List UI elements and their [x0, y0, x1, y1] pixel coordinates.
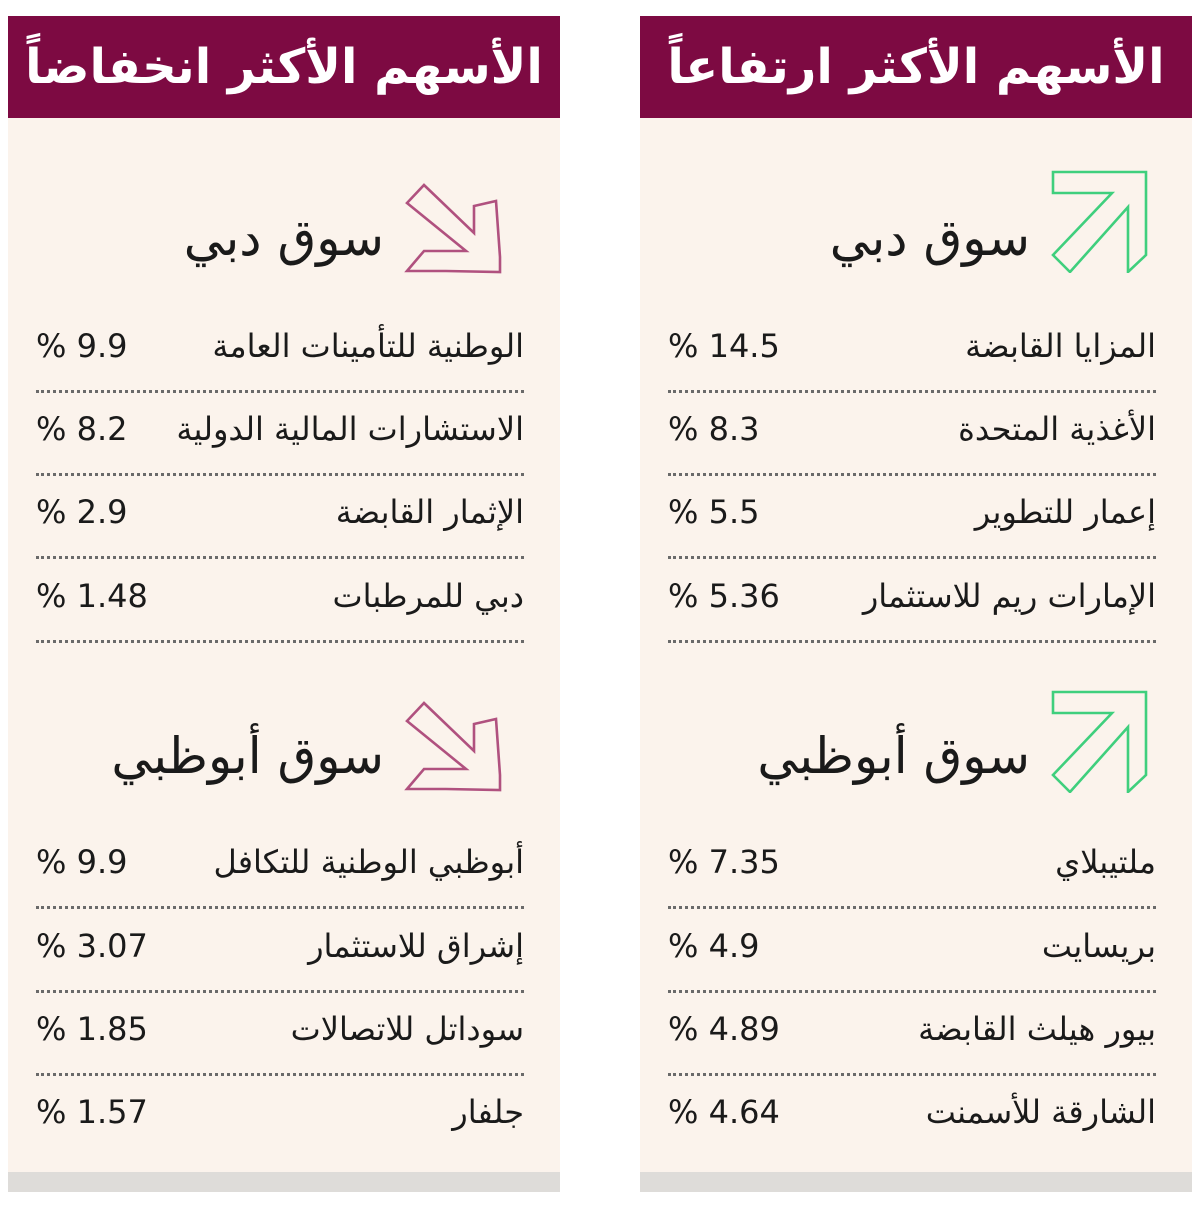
dotted-divider [668, 640, 1156, 643]
stock-change: % 14.5 [668, 327, 780, 365]
table-row [36, 490, 524, 573]
dotted-divider [668, 556, 1156, 559]
declining-header: الأسهم الأكثر انخفاضاً [8, 16, 560, 118]
stock-name: ملتيبلاي [1055, 843, 1156, 881]
stock-name: إشراق للاستثمار [308, 927, 524, 965]
dotted-divider [668, 390, 1156, 393]
table-row [668, 490, 1156, 573]
table-row [36, 1090, 524, 1173]
dotted-divider [668, 906, 1156, 909]
stock-name: إعمار للتطوير [974, 493, 1156, 531]
dubai-market-title: سوق دبي [183, 209, 384, 267]
stock-change: % 3.07 [36, 927, 148, 965]
stock-name: الأغذية المتحدة [958, 410, 1156, 448]
dotted-divider [36, 640, 524, 643]
table-row [668, 840, 1156, 923]
abudhabi-market-title: سوق أبوظبي [111, 727, 384, 785]
table-row [668, 924, 1156, 1007]
stock-change: % 5.5 [668, 493, 760, 531]
stock-name: الإثمار القابضة [335, 493, 524, 531]
arrow-down-right-icon [404, 171, 504, 275]
dotted-divider [36, 1073, 524, 1076]
stock-change: % 2.9 [36, 493, 128, 531]
dotted-divider [36, 473, 524, 476]
stock-change: % 8.3 [668, 410, 760, 448]
dotted-divider [36, 906, 524, 909]
dotted-divider [36, 390, 524, 393]
stock-name: بيور هيلث القابضة [918, 1010, 1156, 1048]
table-row [668, 574, 1156, 657]
stock-name: الوطنية للتأمينات العامة [212, 327, 524, 365]
stock-name: الشارقة للأسمنت [925, 1093, 1156, 1131]
rising-header: الأسهم الأكثر ارتفاعاً [640, 16, 1192, 118]
table-row [36, 924, 524, 1007]
stock-change: % 1.57 [36, 1093, 148, 1131]
dotted-divider [36, 990, 524, 993]
arrow-up-right-icon [1050, 169, 1150, 273]
table-row [668, 324, 1156, 407]
stock-name: الاستشارات المالية الدولية [176, 410, 524, 448]
stock-change: % 1.48 [36, 577, 148, 615]
dotted-divider [36, 556, 524, 559]
table-row [668, 407, 1156, 490]
table-row [36, 840, 524, 923]
rising-panel [640, 16, 1192, 1192]
table-row [36, 324, 524, 407]
table-row [668, 1090, 1156, 1173]
arrow-up-right-icon [1050, 689, 1150, 793]
table-row [36, 1007, 524, 1090]
dotted-divider [668, 473, 1156, 476]
stock-change: % 9.9 [36, 327, 128, 365]
stock-change: % 5.36 [668, 577, 780, 615]
stock-name: جلفار [452, 1093, 524, 1131]
arrow-down-right-icon [404, 689, 504, 793]
stock-change: % 9.9 [36, 843, 128, 881]
stock-name: بريسايت [1041, 927, 1156, 965]
stock-name: الإمارات ريم للاستثمار [862, 577, 1156, 615]
stock-change: % 4.89 [668, 1010, 780, 1048]
declining-panel [8, 16, 560, 1192]
stock-change: % 1.85 [36, 1010, 148, 1048]
table-row [36, 574, 524, 657]
rising-panel-footer [640, 1172, 1192, 1192]
dotted-divider [668, 990, 1156, 993]
abudhabi-market-title: سوق أبوظبي [757, 727, 1030, 785]
dubai-market-title: سوق دبي [829, 209, 1030, 267]
table-row [36, 407, 524, 490]
dotted-divider [668, 1073, 1156, 1076]
stock-change: % 4.9 [668, 927, 760, 965]
declining-panel-footer [8, 1172, 560, 1192]
stock-change: % 7.35 [668, 843, 780, 881]
table-row [668, 1007, 1156, 1090]
stock-name: أبوظبي الوطنية للتكافل [213, 843, 524, 881]
stock-change: % 4.64 [668, 1093, 780, 1131]
stock-name: المزايا القابضة [965, 327, 1156, 365]
stock-name: سوداتل للاتصالات [290, 1010, 524, 1048]
stock-name: دبي للمرطبات [332, 577, 524, 615]
stock-change: % 8.2 [36, 410, 128, 448]
